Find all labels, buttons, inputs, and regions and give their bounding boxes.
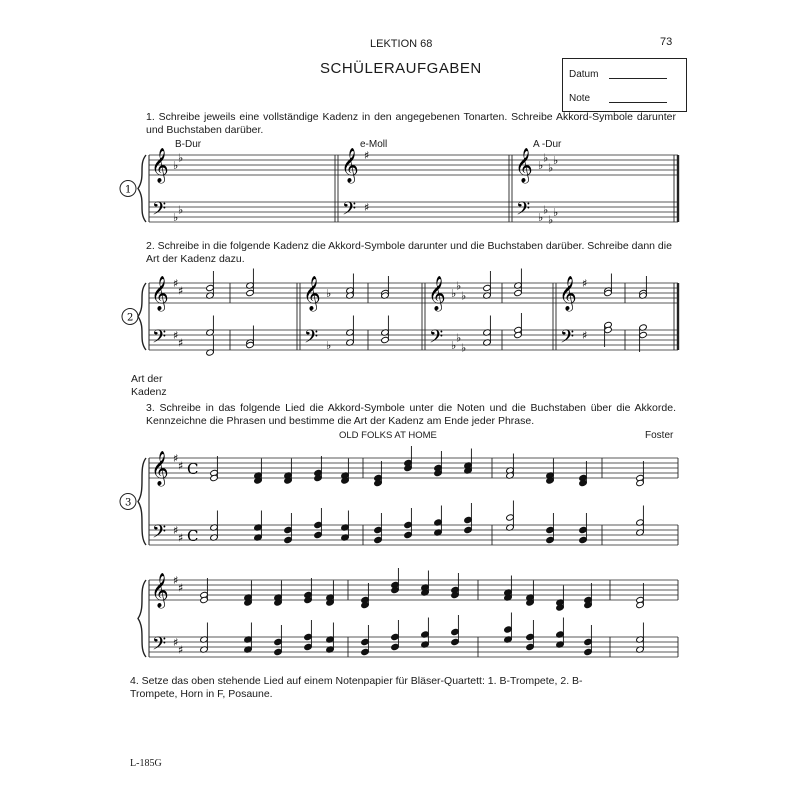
flat-sign: ♭	[451, 287, 457, 300]
bass-clef: 𝄢	[152, 327, 167, 352]
bass-clef: 𝄢	[342, 199, 357, 224]
grade-label: Note	[569, 93, 591, 104]
flat-sign: ♭	[178, 203, 184, 217]
flat-sign: ♭	[178, 151, 184, 165]
page-number: 73	[660, 36, 673, 48]
task-2-instructions: 2. Schreibe in die folgende Kadenz die Akkord-Symbole darunter und die Buchstaben darüber. Schreibe dann die Art der Kadenz dazu.	[146, 240, 672, 265]
sharp-sign: ♯	[178, 581, 184, 595]
sharp-sign: ♯	[364, 149, 370, 162]
time-signature: C	[187, 527, 199, 545]
bass-clef: 𝄢	[152, 199, 167, 224]
flat-sign: ♭	[461, 289, 467, 303]
flat-sign: ♭	[451, 339, 457, 352]
task-1-instructions: 1. Schreibe jeweils eine vollständige Kadenz in den angegebenen Tonarten. Schreibe Akkord-Symbole darunter und Buchstaben darüber.	[146, 111, 676, 136]
sharp-sign: ♯	[173, 574, 179, 587]
exercise-number: 2	[127, 312, 134, 324]
task-4-instructions: 4. Setze das oben stehende Lied auf einem Notenpapier für Bläser-Quartett: 1. B-Trompete, 2. B-Trompete, Horn in F, Posaune.	[130, 675, 583, 700]
treble-clef: 𝄞	[303, 276, 321, 311]
flat-sign: ♭	[326, 287, 332, 300]
brace	[138, 155, 146, 222]
sharp-sign: ♯	[364, 201, 370, 214]
bass-clef: 𝄢	[304, 327, 319, 352]
treble-clef: 𝄞	[341, 148, 359, 183]
bass-clef: 𝄢	[152, 522, 167, 547]
brace	[138, 458, 146, 545]
composer: Foster	[645, 430, 674, 441]
flat-sign: ♭	[173, 211, 179, 224]
sharp-sign: ♯	[173, 452, 179, 465]
flat-sign: ♭	[456, 331, 462, 345]
flat-sign: ♭	[548, 161, 554, 175]
flat-sign: ♭	[543, 203, 549, 217]
treble-clef: 𝄞	[151, 451, 169, 486]
sharp-sign: ♯	[178, 284, 184, 298]
flat-sign: ♭	[538, 211, 544, 224]
sharp-sign: ♯	[173, 329, 179, 342]
key-label-1: B-Dur	[175, 139, 202, 150]
treble-clef: 𝄞	[151, 276, 169, 311]
flat-sign: ♭	[553, 206, 559, 219]
flat-sign: ♭	[456, 279, 462, 293]
flat-sign: ♭	[461, 341, 467, 355]
lesson-label: LEKTION 68	[370, 38, 433, 50]
task-3-instructions: 3. Schreibe in das folgende Lied die Akkord-Symbole unter die Noten und die Buchstaben über die Akkorde. Kennzeichne die Phrasen und bestimme die Art der Kadenz am Ende jeder Phrase.	[146, 402, 676, 427]
brace	[138, 580, 146, 657]
sharp-sign: ♯	[582, 277, 588, 290]
bass-clef: 𝄢	[152, 634, 167, 659]
time-signature: C	[187, 460, 199, 478]
flat-sign: ♭	[326, 339, 332, 352]
date-label: Datum	[569, 69, 599, 80]
cadence-type-label: Art der Kadenz	[131, 373, 167, 398]
exercise-number: 1	[125, 184, 132, 196]
key-label-2: e-Moll	[360, 139, 388, 150]
footer-code: L-185G	[130, 758, 162, 769]
flat-sign: ♭	[543, 151, 549, 165]
sharp-sign: ♯	[173, 636, 179, 649]
song-title: OLD FOLKS AT HOME	[339, 430, 437, 441]
bass-clef: 𝄢	[516, 199, 531, 224]
treble-clef: 𝄞	[559, 276, 577, 311]
brace	[138, 283, 146, 350]
flat-sign: ♭	[173, 159, 179, 172]
sharp-sign: ♯	[582, 329, 588, 342]
sharp-sign: ♯	[178, 643, 184, 657]
treble-clef: 𝄞	[428, 276, 446, 311]
sharp-sign: ♯	[173, 524, 179, 537]
sharp-sign: ♯	[178, 459, 184, 473]
treble-clef: 𝄞	[151, 573, 169, 608]
page-title: SCHÜLERAUFGABEN	[320, 60, 482, 77]
sharp-sign: ♯	[173, 277, 179, 290]
sharp-sign: ♯	[178, 336, 184, 350]
bass-clef: 𝄢	[429, 327, 444, 352]
exercise-number: 3	[125, 497, 132, 509]
bass-clef: 𝄢	[560, 327, 575, 352]
flat-sign: ♭	[548, 213, 554, 227]
flat-sign: ♭	[553, 154, 559, 167]
sharp-sign: ♯	[178, 531, 184, 545]
treble-clef: 𝄞	[515, 148, 533, 183]
treble-clef: 𝄞	[151, 148, 169, 183]
flat-sign: ♭	[538, 159, 544, 172]
key-label-3: A -Dur	[533, 139, 562, 150]
